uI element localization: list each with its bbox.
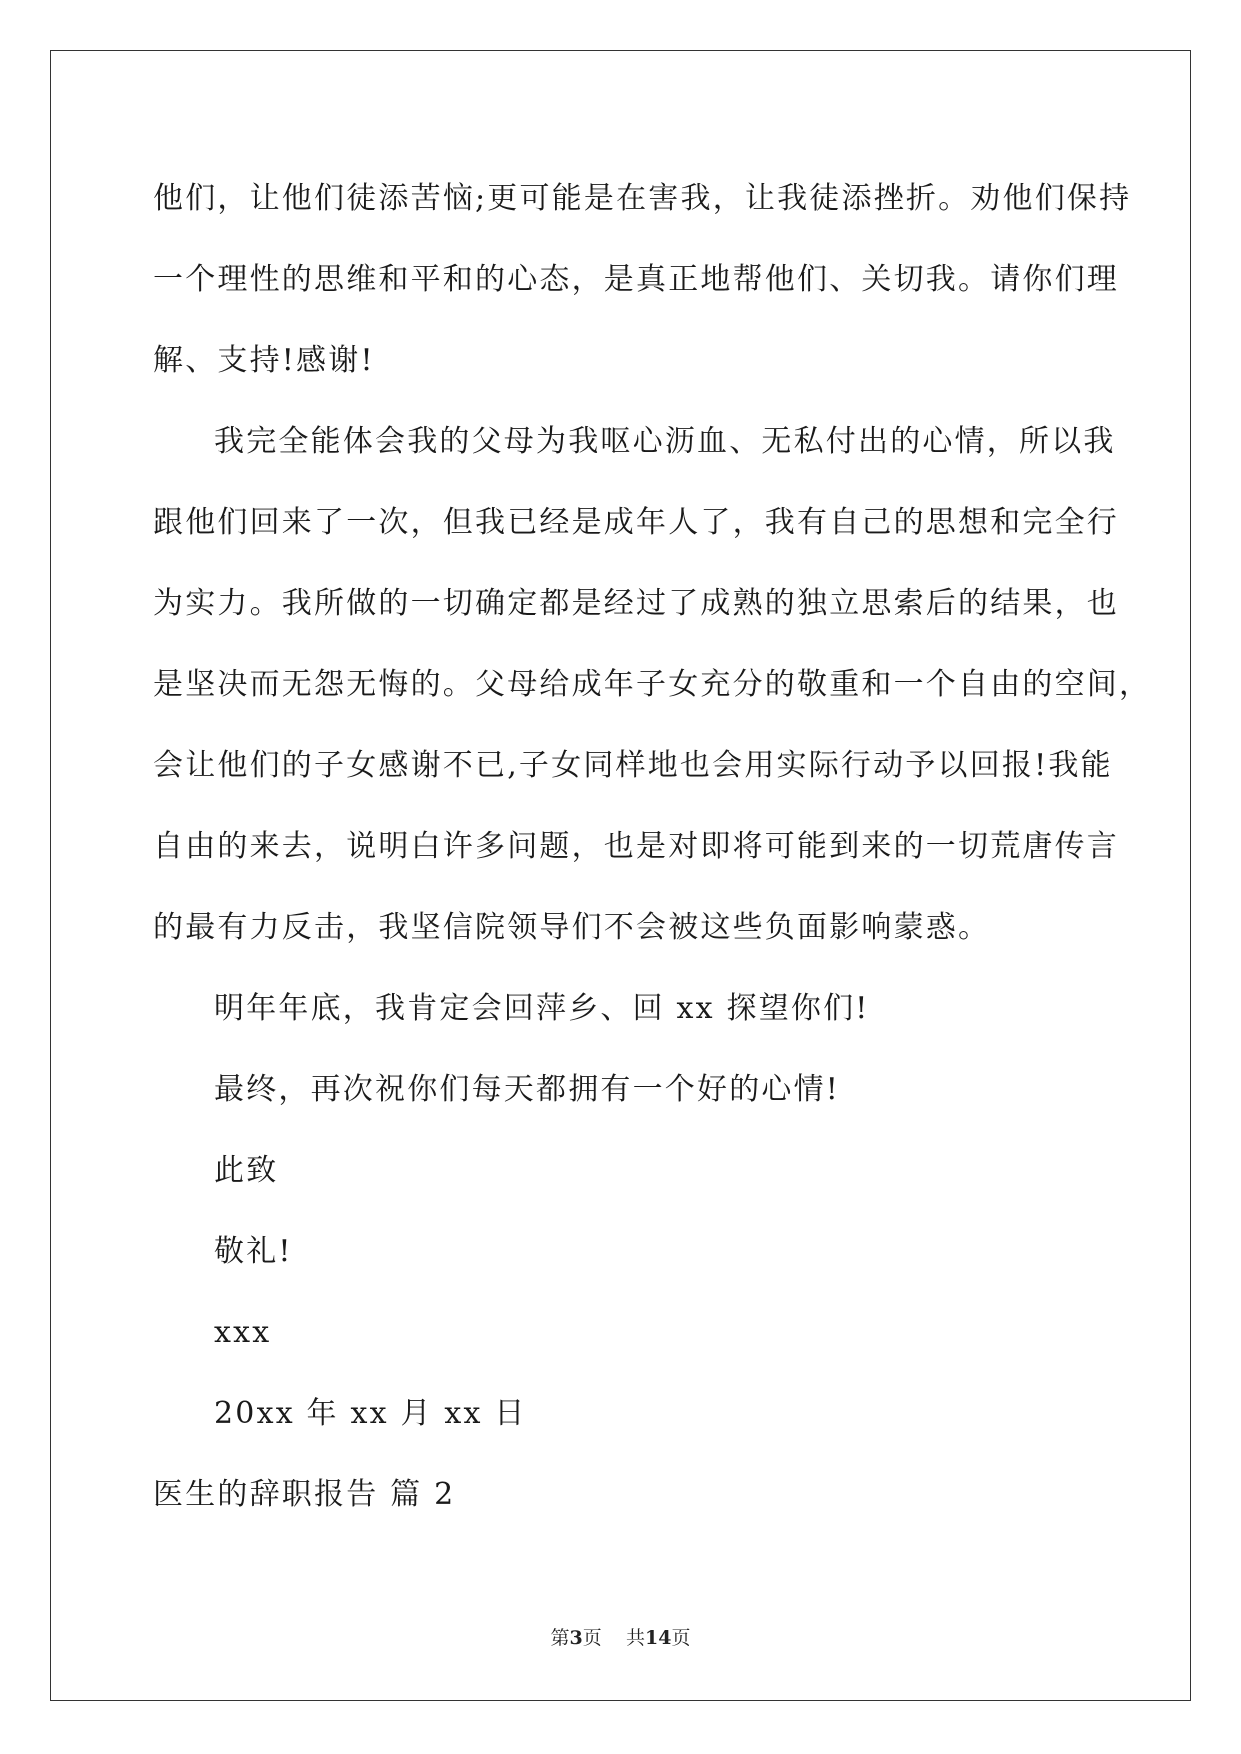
body-line: 自由的来去，说明白许多问题，也是对即将可能到来的一切荒唐传言 <box>153 829 1119 864</box>
footer-page-prefix: 第 <box>550 1627 570 1649</box>
body-line: 我完全能体会我的父母为我呕心沥血、无私付出的心情，所以我 <box>214 424 1116 459</box>
body-line: 为实力。我所做的一切确定都是经过了成熟的独立思索后的结果，也 <box>153 586 1119 621</box>
body-line: 解、支持!感谢! <box>153 343 375 378</box>
page-footer <box>0 1623 1241 1650</box>
section-heading: 医生的辞职报告 篇 2 <box>153 1477 456 1512</box>
footer-total-suffix: 页 <box>671 1627 691 1649</box>
body-line: 跟他们回来了一次，但我已经是成年人了，我有自己的思想和完全行 <box>153 505 1119 540</box>
body-line: 一个理性的思维和平和的心态，是真正地帮他们、关切我。请你们理 <box>153 262 1119 297</box>
footer-total-prefix: 共 <box>625 1627 645 1649</box>
signature-line: xxx <box>214 1315 272 1350</box>
body-line: 他们，让他们徒添苦恼;更可能是在害我，让我徒添挫折。劝他们保持 <box>153 181 1132 216</box>
body-line: 明年年底，我肯定会回萍乡、回 xx 探望你们! <box>214 991 870 1026</box>
body-line: 会让他们的子女感谢不已,子女同样地也会用实际行动予以回报!我能 <box>153 748 1113 783</box>
salutation-line: 敬礼! <box>214 1234 293 1269</box>
body-line: 的最有力反击，我坚信院领导们不会被这些负面影响蒙惑。 <box>153 910 991 945</box>
body-line: 最终，再次祝你们每天都拥有一个好的心情! <box>214 1072 841 1107</box>
closing-line: 此致 <box>214 1153 279 1188</box>
body-line: 是坚决而无怨无悔的。父母给成年子女充分的敬重和一个自由的空间， <box>153 667 1152 702</box>
document-body <box>153 158 1152 1535</box>
footer-page-suffix: 页 <box>582 1627 602 1649</box>
footer-page-number: 3 <box>569 1627 583 1649</box>
footer-total-pages: 14 <box>644 1627 672 1649</box>
date-line: 20xx 年 xx 月 xx 日 <box>214 1396 527 1431</box>
